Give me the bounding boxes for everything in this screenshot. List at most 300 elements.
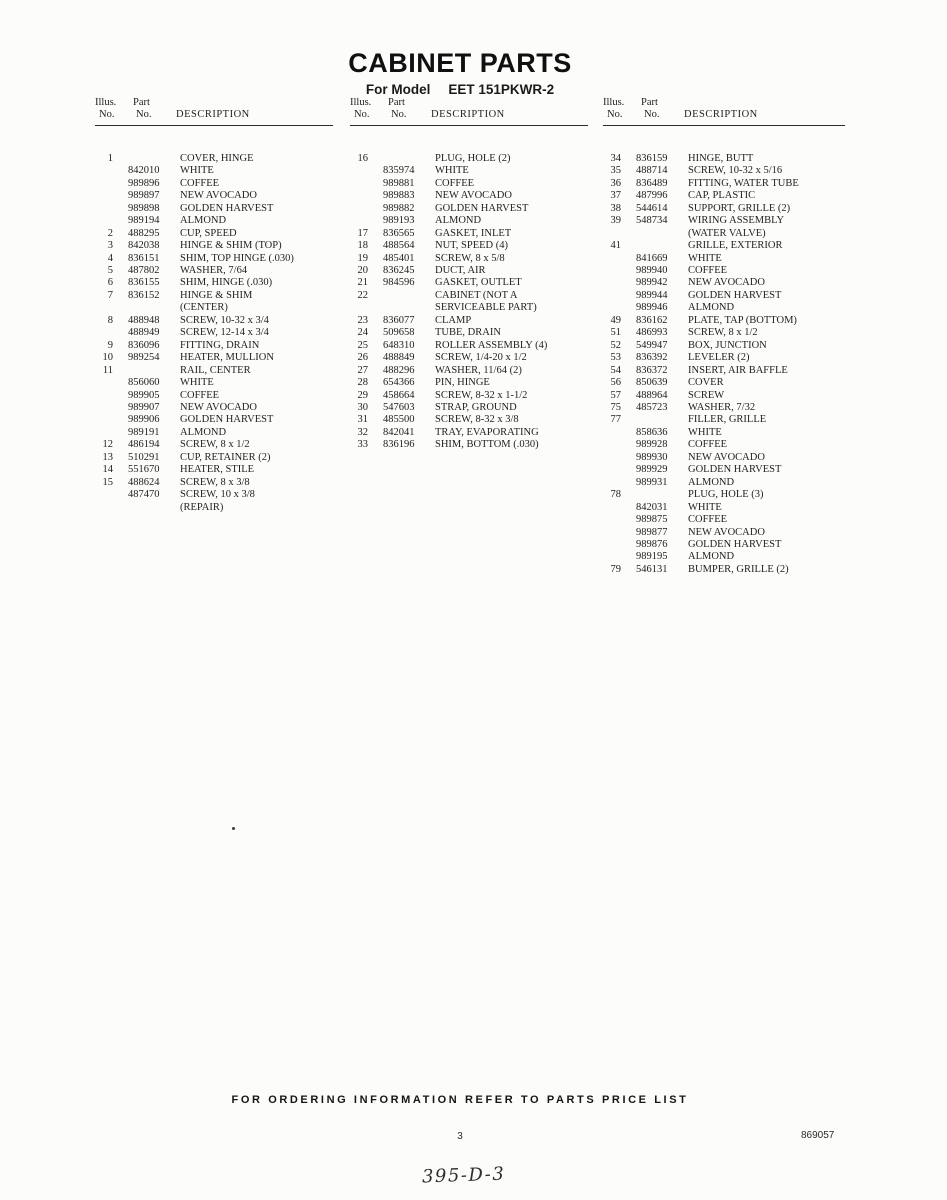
part-no — [128, 502, 178, 514]
parts-row — [95, 352, 333, 364]
header-description-label: DESCRIPTION — [684, 109, 758, 121]
part-no: 836159 — [636, 152, 668, 164]
parts-row — [95, 414, 333, 426]
parts-column-1 — [95, 97, 333, 514]
parts-row — [95, 365, 333, 377]
illus-no — [95, 489, 113, 501]
part-no: 458664 — [383, 389, 415, 401]
illus-no: 7 — [107, 289, 113, 301]
description: COFFEE — [435, 177, 475, 189]
parts-row — [603, 402, 845, 414]
description: SCREW, 12-14 x 3/4 — [180, 327, 269, 339]
part-no: 836196 — [383, 439, 415, 451]
description: NUT, SPEED (4) — [435, 240, 509, 252]
parts-row — [95, 377, 333, 389]
part-no: 989881 — [383, 177, 415, 189]
part-no: 842031 — [636, 501, 668, 513]
part-no: 989944 — [636, 289, 668, 301]
part-no: 486993 — [636, 327, 668, 339]
parts-row — [603, 564, 845, 576]
illus-no: 15 — [102, 476, 113, 488]
parts-list — [95, 153, 333, 514]
description: SCREW, 10-32 x 5/16 — [688, 165, 783, 177]
part-no — [636, 240, 686, 252]
part-no: 836151 — [128, 252, 160, 264]
illus-no: 34 — [610, 152, 621, 164]
part-no: 989877 — [636, 526, 668, 538]
header-illus-label: Illus. — [95, 97, 117, 108]
parts-list — [350, 153, 588, 452]
description: PLUG, HOLE (3) — [688, 489, 764, 501]
part-no: 989882 — [383, 202, 415, 214]
description: NEW AVOCADO — [688, 451, 765, 463]
description: WHITE — [435, 165, 469, 177]
illus-no: 35 — [610, 165, 621, 177]
description: WASHER, 7/32 — [688, 401, 756, 413]
parts-row — [95, 402, 333, 414]
parts-row — [95, 464, 333, 476]
parts-row — [350, 178, 588, 190]
parts-row — [95, 302, 333, 314]
part-no: 488296 — [383, 364, 415, 376]
illus-no — [603, 265, 621, 277]
illus-no — [95, 203, 113, 215]
parts-row — [350, 228, 588, 240]
illus-no: 78 — [610, 489, 621, 501]
illus-no — [95, 402, 113, 414]
parts-row — [603, 365, 845, 377]
description: NEW AVOCADO — [688, 277, 765, 289]
description: HINGE & SHIM (TOP) — [180, 240, 282, 252]
description: HEATER, STILE — [180, 464, 255, 476]
parts-row — [603, 527, 845, 539]
parts-column-3 — [603, 97, 845, 576]
parts-row — [350, 315, 588, 327]
column-header — [350, 97, 588, 126]
illus-no — [95, 178, 113, 190]
part-no — [383, 290, 433, 302]
part-no: 648310 — [383, 339, 415, 351]
illus-no — [603, 228, 621, 240]
parts-row — [95, 203, 333, 215]
part-no: 856060 — [128, 377, 160, 389]
header-no-label: No. — [136, 109, 152, 121]
illus-no: 23 — [357, 314, 368, 326]
illus-no: 24 — [357, 327, 368, 339]
illus-no — [95, 390, 113, 402]
description: COFFEE — [688, 514, 728, 526]
description: NEW AVOCADO — [180, 190, 257, 202]
parts-row — [350, 390, 588, 402]
header-part-label: Part — [641, 97, 658, 108]
part-no: 984596 — [383, 277, 415, 289]
illus-no — [350, 178, 368, 190]
parts-row — [603, 302, 845, 314]
description: STRAP, GROUND — [435, 401, 517, 413]
description: WASHER, 7/64 — [180, 264, 248, 276]
illus-no: 5 — [107, 264, 113, 276]
part-no: 989883 — [383, 190, 415, 202]
description: SCREW, 10 x 3/8 — [180, 489, 255, 501]
part-no: 836155 — [128, 277, 160, 289]
parts-row — [603, 178, 845, 190]
parts-row — [350, 340, 588, 352]
illus-no — [603, 464, 621, 476]
illus-no: 33 — [357, 439, 368, 451]
header-illus-label: Illus. — [603, 97, 625, 108]
illus-no: 2 — [107, 227, 113, 239]
part-no: 509658 — [383, 327, 415, 339]
description: SUPPORT, GRILLE (2) — [688, 202, 791, 214]
parts-row — [95, 190, 333, 202]
part-no: 989931 — [636, 476, 668, 488]
parts-row — [603, 327, 845, 339]
illus-no: 30 — [357, 401, 368, 413]
description: LEVELER (2) — [688, 352, 750, 364]
illus-no — [603, 302, 621, 314]
description: FITTING, DRAIN — [180, 339, 260, 351]
illus-no — [603, 253, 621, 265]
part-no: 487996 — [636, 190, 668, 202]
parts-row — [95, 327, 333, 339]
part-no: 836096 — [128, 339, 160, 351]
description: GASKET, INLET — [435, 227, 512, 239]
parts-row — [350, 439, 588, 451]
parts-row — [350, 277, 588, 289]
part-no: 989907 — [128, 401, 160, 413]
header-no-label: No. — [354, 109, 370, 121]
parts-row — [350, 265, 588, 277]
description: HINGE, BUTT — [688, 152, 754, 164]
illus-no: 31 — [357, 414, 368, 426]
description: ALMOND — [688, 302, 735, 314]
part-no: 485500 — [383, 414, 415, 426]
part-no: 547603 — [383, 401, 415, 413]
illus-no: 77 — [610, 414, 621, 426]
part-no: 989928 — [636, 439, 668, 451]
ordering-note: FOR ORDERING INFORMATION REFER TO PARTS PRICE LIST — [231, 1094, 689, 1106]
parts-row — [603, 464, 845, 476]
part-no: 989191 — [128, 426, 160, 438]
description: CUP, SPEED — [180, 227, 237, 239]
part-no: 546131 — [636, 563, 668, 575]
description: PLUG, HOLE (2) — [435, 152, 511, 164]
parts-row — [350, 190, 588, 202]
illus-no — [603, 290, 621, 302]
parts-row — [603, 502, 845, 514]
description: (CENTER) — [180, 302, 228, 314]
parts-row — [350, 365, 588, 377]
header-part-label: Part — [133, 97, 150, 108]
parts-row — [95, 228, 333, 240]
illus-no: 3 — [107, 240, 113, 252]
part-no: 989876 — [636, 538, 668, 550]
illus-no: 28 — [357, 377, 368, 389]
parts-row — [603, 427, 845, 439]
description: SCREW, 10-32 x 3/4 — [180, 314, 269, 326]
illus-no: 16 — [357, 152, 368, 164]
part-no: 835974 — [383, 165, 415, 177]
parts-row — [603, 514, 845, 526]
parts-column-2 — [350, 97, 588, 452]
description: ALMOND — [688, 476, 735, 488]
part-no: 989940 — [636, 264, 668, 276]
description: SCREW, 1/4-20 x 1/2 — [435, 352, 527, 364]
part-no — [383, 153, 433, 165]
illus-no: 17 — [357, 227, 368, 239]
description: GOLDEN HARVEST — [688, 538, 782, 550]
part-no: 488295 — [128, 227, 160, 239]
header-no-label: No. — [607, 109, 623, 121]
description: PLATE, TAP (BOTTOM) — [688, 314, 797, 326]
parts-row — [95, 489, 333, 501]
illus-no: 12 — [102, 439, 113, 451]
parts-row — [603, 240, 845, 252]
parts-row — [350, 240, 588, 252]
description: HEATER, MULLION — [180, 352, 274, 364]
illus-no: 13 — [102, 451, 113, 463]
illus-no — [603, 514, 621, 526]
description: WHITE — [180, 165, 214, 177]
illus-no — [95, 327, 113, 339]
description: GRILLE, EXTERIOR — [688, 240, 783, 252]
parts-row — [350, 290, 588, 302]
part-no: 487802 — [128, 264, 160, 276]
part-no: 488949 — [128, 327, 160, 339]
parts-row — [603, 414, 845, 426]
part-no: 836162 — [636, 314, 668, 326]
illus-no — [95, 502, 113, 514]
illus-no: 8 — [107, 314, 113, 326]
part-no: 989946 — [636, 302, 668, 314]
parts-row — [603, 551, 845, 563]
part-no — [636, 489, 686, 501]
part-no: 989905 — [128, 389, 160, 401]
description: COVER, HINGE — [180, 152, 254, 164]
header-no-label: No. — [644, 109, 660, 121]
illus-no: 18 — [357, 240, 368, 252]
description: WHITE — [688, 252, 722, 264]
parts-row — [95, 215, 333, 227]
parts-row — [350, 253, 588, 265]
description: FILLER, GRILLE — [688, 414, 767, 426]
parts-row — [603, 190, 845, 202]
description: WIRING ASSEMBLY — [688, 215, 785, 227]
illus-no — [350, 165, 368, 177]
parts-row — [603, 439, 845, 451]
parts-row — [350, 153, 588, 165]
parts-row — [95, 277, 333, 289]
illus-no — [95, 414, 113, 426]
description: PIN, HINGE — [435, 377, 490, 389]
description: GOLDEN HARVEST — [688, 464, 782, 476]
illus-no — [603, 539, 621, 551]
parts-row — [603, 477, 845, 489]
illus-no: 26 — [357, 352, 368, 364]
description: TRAY, EVAPORATING — [435, 426, 539, 438]
part-no: 989929 — [636, 464, 668, 476]
illus-no — [603, 277, 621, 289]
part-no: 989193 — [383, 215, 415, 227]
description: SERVICEABLE PART) — [435, 302, 537, 314]
illus-no: 56 — [610, 377, 621, 389]
illus-no — [603, 502, 621, 514]
illus-no — [95, 215, 113, 227]
illus-no — [95, 427, 113, 439]
part-no: 487470 — [128, 489, 160, 501]
description: GOLDEN HARVEST — [180, 414, 274, 426]
illus-no: 21 — [357, 277, 368, 289]
parts-row — [350, 215, 588, 227]
parts-row — [603, 253, 845, 265]
illus-no: 29 — [357, 389, 368, 401]
part-no: 989906 — [128, 414, 160, 426]
illus-no — [350, 203, 368, 215]
part-no: 488624 — [128, 476, 160, 488]
description: CLAMP — [435, 314, 472, 326]
parts-row — [350, 203, 588, 215]
illus-no: 38 — [610, 202, 621, 214]
part-no: 989898 — [128, 202, 160, 214]
description: SHIM, TOP HINGE (.030) — [180, 252, 294, 264]
illus-no: 1 — [107, 152, 113, 164]
illus-no: 54 — [610, 364, 621, 376]
handwritten-annotation: 395-D-3 — [421, 1163, 506, 1188]
scan-artifact-dot — [232, 827, 235, 830]
illus-no — [95, 377, 113, 389]
description: DUCT, AIR — [435, 264, 486, 276]
description: BUMPER, GRILLE (2) — [688, 563, 789, 575]
description: WHITE — [180, 377, 214, 389]
illus-no: 79 — [610, 563, 621, 575]
model-number: EET 151PKWR-2 — [448, 82, 555, 97]
part-no: 486194 — [128, 439, 160, 451]
illus-no: 9 — [107, 339, 113, 351]
subtitle-prefix: For Model — [365, 82, 431, 97]
description: NEW AVOCADO — [688, 526, 765, 538]
parts-row — [350, 327, 588, 339]
parts-row — [603, 340, 845, 352]
header-part-label: Part — [388, 97, 405, 108]
parts-row — [350, 352, 588, 364]
parts-row — [603, 377, 845, 389]
parts-row — [350, 402, 588, 414]
description: NEW AVOCADO — [435, 190, 512, 202]
description: GOLDEN HARVEST — [180, 202, 274, 214]
illus-no — [350, 215, 368, 227]
description: ALMOND — [180, 215, 227, 227]
description: RAIL, CENTER — [180, 364, 251, 376]
description: GOLDEN HARVEST — [435, 202, 529, 214]
parts-row — [350, 377, 588, 389]
description: COVER — [688, 377, 724, 389]
parts-row — [350, 302, 588, 314]
illus-no: 20 — [357, 264, 368, 276]
illus-no — [350, 302, 368, 314]
part-no: 836565 — [383, 227, 415, 239]
parts-row — [603, 352, 845, 364]
part-no: 841669 — [636, 252, 668, 264]
parts-row — [95, 240, 333, 252]
description: (WATER VALVE) — [688, 227, 766, 239]
illus-no — [603, 452, 621, 464]
illus-no: 10 — [102, 352, 113, 364]
parts-row — [95, 165, 333, 177]
part-no: 836152 — [128, 289, 160, 301]
description: SCREW, 8 x 1/2 — [180, 439, 250, 451]
description: SCREW, 8 x 3/8 — [180, 476, 250, 488]
parts-row — [95, 439, 333, 451]
part-no: 488849 — [383, 352, 415, 364]
part-no: 850639 — [636, 377, 668, 389]
description: CAP, PLASTIC — [688, 190, 756, 202]
column-header — [603, 97, 845, 126]
part-no: 488714 — [636, 165, 668, 177]
part-no — [383, 302, 433, 314]
description: ALMOND — [180, 426, 227, 438]
parts-row — [95, 427, 333, 439]
part-no: 485723 — [636, 401, 668, 413]
part-no: 989930 — [636, 451, 668, 463]
part-no: 485401 — [383, 252, 415, 264]
parts-row — [603, 153, 845, 165]
parts-row — [95, 452, 333, 464]
part-no: 989195 — [636, 551, 668, 563]
part-no: 989896 — [128, 177, 160, 189]
parts-row — [95, 477, 333, 489]
model-subtitle — [0, 82, 920, 97]
parts-row — [603, 228, 845, 240]
parts-row — [95, 315, 333, 327]
description: HINGE & SHIM — [180, 289, 253, 301]
parts-row — [603, 315, 845, 327]
part-no — [128, 153, 178, 165]
description: CABINET (NOT A — [435, 289, 518, 301]
illus-no: 19 — [357, 252, 368, 264]
part-no: 989897 — [128, 190, 160, 202]
description: COFFEE — [688, 264, 728, 276]
illus-no — [603, 477, 621, 489]
part-no — [128, 365, 178, 377]
illus-no — [95, 302, 113, 314]
illus-no — [95, 165, 113, 177]
header-no-label: No. — [99, 109, 115, 121]
part-no: 510291 — [128, 451, 160, 463]
illus-no — [603, 427, 621, 439]
part-no — [128, 302, 178, 314]
part-no: 488564 — [383, 240, 415, 252]
part-no: 654366 — [383, 377, 415, 389]
document-number: 869057 — [801, 1130, 835, 1141]
parts-row — [603, 290, 845, 302]
parts-row — [95, 502, 333, 514]
part-no: 836372 — [636, 364, 668, 376]
illus-no: 25 — [357, 339, 368, 351]
description: TUBE, DRAIN — [435, 327, 501, 339]
part-no: 842010 — [128, 165, 160, 177]
description: SCREW, 8 x 5/8 — [435, 252, 505, 264]
header-description-label: DESCRIPTION — [431, 109, 505, 121]
illus-no: 32 — [357, 426, 368, 438]
description: SHIM, BOTTOM (.030) — [435, 439, 539, 451]
part-no: 842041 — [383, 426, 415, 438]
parts-row — [603, 203, 845, 215]
part-no: 989254 — [128, 352, 160, 364]
part-no — [636, 414, 686, 426]
parts-row — [603, 215, 845, 227]
parts-row — [95, 153, 333, 165]
illus-no — [603, 439, 621, 451]
